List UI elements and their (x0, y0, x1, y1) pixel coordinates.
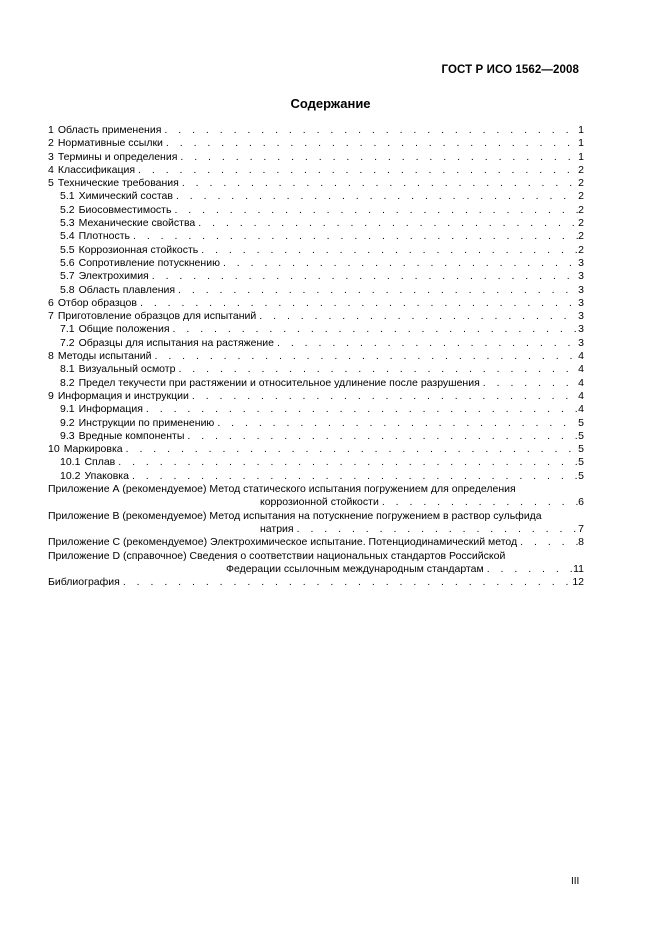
toc-entry-page: 3 (578, 296, 584, 309)
toc-entry-6[interactable] (48, 297, 584, 310)
toc-entry-number: 9 (48, 389, 54, 402)
toc-entry-title: Сплав (84, 456, 116, 469)
toc-entry-title: Приготовление образцов для испытаний (57, 310, 257, 323)
toc-entry-page: 8 (578, 536, 584, 549)
toc-entry-page: 4 (578, 376, 584, 389)
toc-entry-page: 3 (578, 256, 584, 269)
toc-entry-page: 4 (578, 403, 584, 416)
toc-entry-title: Информация (78, 403, 143, 416)
toc-entry-page: 3 (578, 323, 584, 336)
toc-entry-number: 10 (48, 443, 60, 456)
toc-entry-5[interactable] (48, 177, 584, 190)
toc-entry-title: Общие положения (78, 323, 170, 336)
toc-entry-5-4[interactable] (48, 230, 584, 243)
toc-entry-number: 7 (48, 310, 54, 323)
toc-entry-5-6[interactable] (48, 257, 584, 270)
appendix-title-line: Приложение А (рекомендуемое) Метод статического испытания погружением для определения (48, 483, 516, 496)
toc-entry-7[interactable] (48, 310, 584, 323)
toc-entry-number: 5.6 (60, 256, 75, 269)
toc-entry-7-1[interactable] (48, 323, 584, 336)
toc-entry-9-2[interactable] (48, 417, 584, 430)
toc-entry-title: Маркировка (63, 443, 123, 456)
table-of-contents (48, 124, 584, 589)
toc-appendix-d[interactable] (48, 550, 584, 577)
toc-entry-3[interactable] (48, 151, 584, 164)
toc-entry-number: 1 (48, 124, 54, 136)
toc-entry-page: 4 (578, 389, 584, 402)
toc-entry-title: Механические свойства (78, 217, 196, 230)
toc-entry-number: 5.8 (60, 283, 75, 296)
toc-entry-number: 8 (48, 350, 54, 363)
toc-entry-title: Термины и определения (57, 150, 178, 163)
toc-entry-number: 5.5 (60, 243, 75, 256)
toc-entry-page: 5 (578, 429, 584, 442)
toc-entry-title: Область плавления (78, 283, 176, 296)
toc-entry-page: 3 (578, 270, 584, 283)
toc-entry-7-2[interactable] (48, 337, 584, 350)
toc-entry-8[interactable] (48, 350, 584, 363)
toc-entry-8-1[interactable] (48, 363, 584, 376)
toc-entry-title: Упаковка (84, 469, 129, 482)
toc-entry-title: Предел текучести при растяжении и относительное удлинение после разрушения (78, 376, 480, 389)
toc-entry-page: 12 (572, 576, 584, 589)
toc-entry-page: 2 (578, 177, 584, 190)
toc-entry-title: Химический состав (78, 190, 173, 203)
toc-title: Содержание (290, 96, 371, 111)
toc-entry-title: Плотность (78, 230, 130, 243)
toc-bibliography[interactable] (48, 576, 584, 589)
toc-entry-number: 7.2 (60, 336, 75, 349)
toc-appendix-a[interactable] (48, 483, 584, 510)
toc-entry-9-1[interactable] (48, 403, 584, 416)
standard-code: ГОСТ Р ИСО 1562—2008 (441, 64, 579, 76)
toc-entry-number: 8.2 (60, 376, 75, 389)
page-number: III (571, 876, 580, 887)
appendix-title-line: Приложение В (рекомендуемое) Метод испытания на потускнение погружением в раствор сульфида (48, 509, 542, 522)
toc-appendix-c[interactable] (48, 536, 584, 549)
toc-entry-9[interactable] (48, 390, 584, 403)
toc-entry-page: 11 (573, 562, 584, 575)
toc-entry-title: Коррозионная стойкость (78, 243, 199, 256)
toc-entry-page: 2 (578, 163, 584, 176)
toc-entry-10[interactable] (48, 443, 584, 456)
toc-entry-number: 5 (48, 177, 54, 190)
toc-entry-2[interactable] (48, 137, 584, 150)
toc-entry-page: 4 (578, 363, 584, 376)
toc-entry-title: Визуальный осмотр (78, 363, 176, 376)
appendix-title-line: Приложение D (справочное) Сведения о соответствии национальных стандартов Российской (48, 549, 506, 562)
appendix-title-continuation: натрия (260, 522, 294, 535)
toc-entry-title: Образцы для испытания на растяжение (78, 336, 274, 349)
toc-entry-number: 9.1 (60, 403, 75, 416)
toc-entry-number: 4 (48, 163, 54, 176)
toc-entry-number: 5.4 (60, 230, 75, 243)
toc-entry-9-3[interactable] (48, 430, 584, 443)
toc-entry-page: 5 (578, 456, 584, 469)
toc-entry-title: Вредные компоненты (78, 429, 185, 442)
toc-entry-number: 9.2 (60, 416, 75, 429)
appendix-title-continuation: коррозионной стойкости (260, 496, 379, 509)
toc-entry-page: 2 (578, 190, 584, 203)
toc-entry-title: Классификация (57, 163, 136, 176)
toc-entry-page: 5 (578, 469, 584, 482)
toc-entry-title: Электрохимия (78, 270, 149, 283)
toc-entry-10-1[interactable] (48, 456, 584, 469)
toc-entry-number: 10.2 (60, 469, 81, 482)
toc-entry-page: 2 (578, 243, 584, 256)
toc-entry-page: 2 (578, 230, 584, 243)
toc-entry-page: 4 (578, 350, 584, 363)
toc-entry-number: 5.3 (60, 217, 75, 230)
toc-entry-title: Технические требования (57, 177, 179, 190)
toc-entry-title: Нормативные ссылки (57, 137, 163, 150)
toc-entry-title: Библиография (48, 576, 120, 589)
toc-entry-5-3[interactable] (48, 217, 584, 230)
toc-entry-8-2[interactable] (48, 377, 584, 390)
toc-entry-page: 3 (578, 310, 584, 323)
toc-entry-page: 2 (578, 217, 584, 230)
toc-entry-page: 7 (578, 522, 584, 535)
toc-entry-title: Информация и инструкции (57, 389, 189, 402)
toc-entry-page: 3 (578, 336, 584, 349)
toc-entry-5-5[interactable] (48, 244, 584, 257)
toc-entry-page: 2 (578, 203, 584, 216)
toc-entry-number: 7.1 (60, 323, 75, 336)
toc-entry-title: Инструкции по применению (78, 416, 215, 429)
toc-entry-title: Отбор образцов (57, 296, 137, 309)
toc-entry-number: 10.1 (60, 456, 81, 469)
toc-appendix-b[interactable] (48, 510, 584, 537)
toc-entry-number: 2 (48, 137, 54, 150)
toc-entry-page: 1 (578, 124, 584, 136)
appendix-title-continuation: Федерации ссылочным международным стандартам (226, 562, 484, 575)
toc-entry-5-2[interactable] (48, 204, 584, 217)
toc-entry-title: Сопротивление потускнению (78, 256, 220, 269)
toc-entry-page: 5 (578, 416, 584, 429)
toc-entry-number: 5.1 (60, 190, 75, 203)
toc-entry-title: Биосовместимость (78, 203, 172, 216)
toc-entry-1[interactable] (48, 124, 584, 137)
toc-entry-5-1[interactable] (48, 190, 584, 203)
toc-entry-number: 3 (48, 150, 54, 163)
toc-entry-page: 1 (578, 137, 584, 150)
toc-entry-10-2[interactable] (48, 470, 584, 483)
toc-entry-number: 5.7 (60, 270, 75, 283)
toc-entry-number: 9.3 (60, 429, 75, 442)
toc-entry-number: 8.1 (60, 363, 75, 376)
appendix-title-line: Приложение С (рекомендуемое) Электрохимическое испытание. Потенциодинамический метод (48, 536, 518, 549)
toc-entry-5-7[interactable] (48, 270, 584, 283)
toc-entry-number: 5.2 (60, 203, 75, 216)
toc-entry-page: 6 (578, 496, 584, 509)
toc-entry-page: 3 (578, 283, 584, 296)
toc-entry-4[interactable] (48, 164, 584, 177)
toc-entry-title: Область применения (57, 124, 162, 136)
toc-entry-page: 1 (578, 150, 584, 163)
toc-entry-title: Методы испытаний (57, 350, 152, 363)
toc-entry-number: 6 (48, 296, 54, 309)
toc-entry-page: 5 (578, 443, 584, 456)
toc-entry-5-8[interactable] (48, 284, 584, 297)
